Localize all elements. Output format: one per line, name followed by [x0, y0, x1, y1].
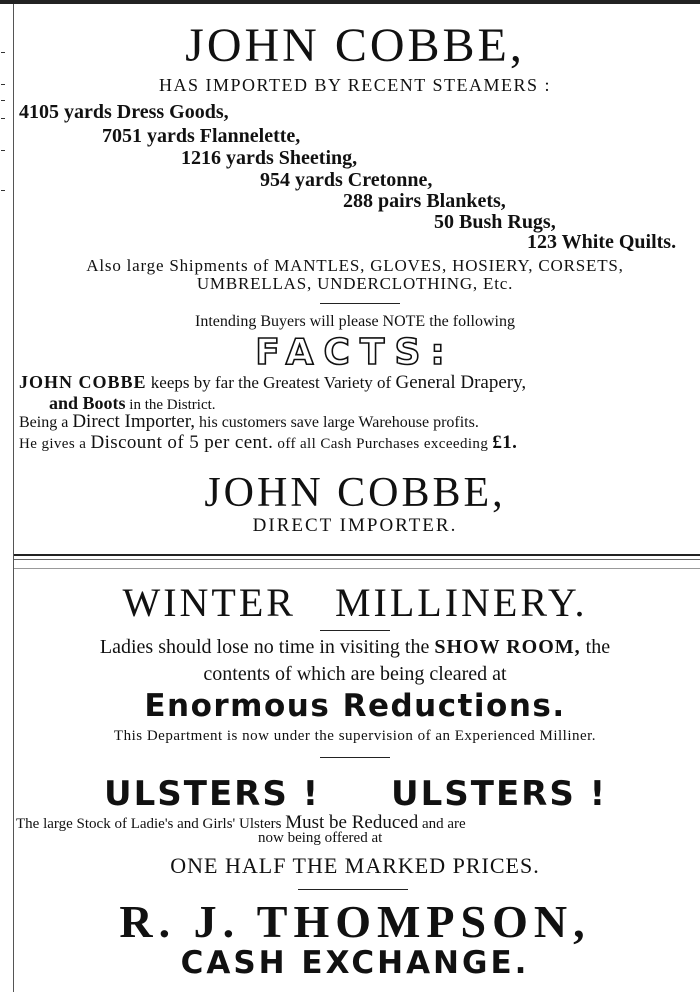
- fact-emphasis: Direct Importer,: [72, 411, 196, 432]
- cobbe-footer-name: JOHN COBBE,: [204, 470, 506, 516]
- ladies-text: the: [585, 636, 611, 658]
- ulsters-heading: ULSTERS !: [391, 774, 608, 814]
- top-border-rule: [0, 0, 700, 4]
- margin-mark: [1, 52, 5, 53]
- section-divider: [320, 757, 390, 758]
- goods-item: 50 Bush Rugs,: [434, 211, 556, 233]
- margin-mark: [1, 190, 5, 191]
- stock-text: and are: [421, 816, 466, 832]
- section-divider: [298, 889, 408, 890]
- fact-line: [19, 372, 526, 394]
- offered-line: now being offered at: [258, 830, 383, 846]
- fact-emphasis: Discount of 5 per cent.: [90, 432, 274, 453]
- stock-line: [16, 812, 466, 834]
- goods-item: 123 White Quilts.: [527, 231, 677, 253]
- buyers-note: Intending Buyers will please NOTE the following: [195, 313, 515, 330]
- reductions-headline: Enormous Reductions.: [144, 688, 566, 724]
- fact-line: [19, 411, 479, 433]
- fact-name: JOHN COBBE: [19, 372, 147, 392]
- fact-emphasis: General Drapery,: [395, 372, 527, 393]
- shipments-line: Also large Shipments of MANTLES, GLOVES, HOSIERY, CORSETS,: [86, 256, 624, 275]
- headline-millinery: MILLINERY.: [334, 580, 588, 625]
- fact-text: keeps by far the Greatest Variety of: [150, 373, 392, 392]
- goods-item: 4105 yards Dress Goods,: [19, 101, 229, 123]
- show-room: SHOW ROOM,: [434, 636, 581, 658]
- contents-line: contents of which are being cleared at: [203, 663, 507, 685]
- cash-exchange: CASH EXCHANGE.: [180, 945, 530, 981]
- thompson-name: R. J. THOMPSON,: [119, 896, 591, 947]
- headline-winter: WINTER: [122, 580, 296, 625]
- fact-line: [19, 432, 517, 454]
- shipments-line: UMBRELLAS, UNDERCLOTHING, Etc.: [196, 274, 514, 293]
- facts-heading: FACTS:: [255, 332, 455, 373]
- goods-item: 954 yards Cretonne,: [260, 169, 433, 191]
- fact-emphasis: and Boots: [49, 393, 126, 413]
- fact-text: in the District.: [129, 397, 216, 413]
- ulsters-heading: ULSTERS !: [104, 774, 321, 814]
- fact-text: He gives a: [19, 436, 87, 452]
- margin-mark: [1, 100, 5, 101]
- thin-divider: [14, 568, 700, 569]
- department-line: This Department is now under the supervision of an Experienced Milliner.: [113, 728, 597, 744]
- fact-amount: £1.: [492, 432, 518, 453]
- cobbe-title: JOHN COBBE,: [185, 19, 525, 72]
- stock-text: The large Stock of Ladie's and Girls' Ulsters: [16, 816, 282, 832]
- cobbe-footer-sub: DIRECT IMPORTER.: [252, 515, 458, 536]
- section-divider: [320, 630, 390, 631]
- goods-item: 1216 yards Sheeting,: [181, 147, 358, 169]
- millinery-headline: [14, 580, 696, 626]
- margin-mark: [1, 150, 5, 151]
- ladies-line: [14, 636, 696, 659]
- section-divider: [320, 303, 400, 304]
- half-price-line: ONE HALF THE MARKED PRICES.: [170, 853, 540, 878]
- fact-text: Being a: [19, 414, 69, 431]
- stock-emphasis: Must be Reduced: [285, 812, 419, 833]
- goods-item: 288 pairs Blankets,: [343, 190, 506, 212]
- margin-mark: [1, 84, 5, 85]
- fact-text: off all Cash Purchases exceeding: [277, 436, 489, 452]
- fact-text: his customers save large Warehouse profits.: [199, 414, 479, 431]
- advertisement-divider: [14, 554, 700, 560]
- margin-mark: [1, 118, 5, 119]
- goods-item: 7051 yards Flannelette,: [102, 125, 301, 147]
- ladies-text: Ladies should lose no time in visiting the: [99, 636, 430, 658]
- cobbe-subtitle: HAS IMPORTED BY RECENT STEAMERS :: [159, 75, 551, 95]
